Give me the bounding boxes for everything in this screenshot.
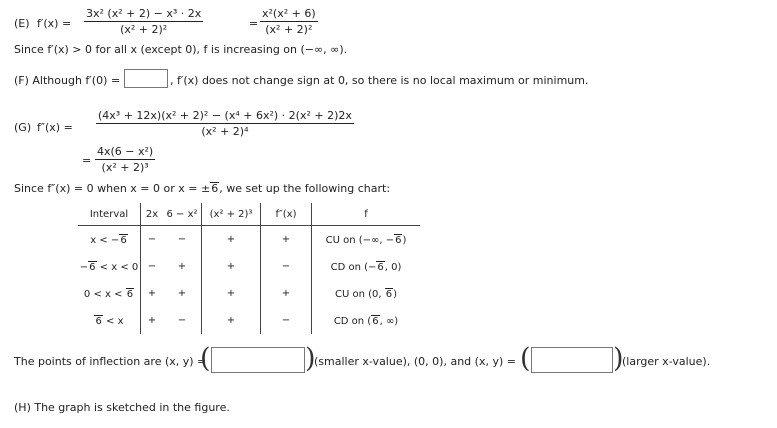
part-g-denominator-1: (x² + 2)⁴ [201,125,249,138]
part-g-numerator-2: 4x(6 − x²) [97,145,154,158]
part-g-lhs: f″(x) = [37,121,73,134]
row-sign-f-double-prime: + [261,280,312,307]
inflection-text-end: (larger x-value). [622,355,711,368]
row-sign-f-double-prime: + [261,226,312,254]
row-sign-x2-plus-2-cubed: + [202,253,261,280]
part-g-numerator-1: (4x³ + 12x)(x² + 2)² − (x⁴ + 6x²) · 2(x² + 2)2x [98,109,352,122]
row-sign-2x: − [141,253,164,280]
part-e-lhs: f′(x) = [37,17,72,30]
sign-chart-table [78,203,420,334]
row-interval: 0 < x < 6 [83,288,134,300]
part-g-fraction-2 [95,145,155,174]
sign-chart-row [78,280,420,307]
part-e-numerator-1: 3x² (x² + 2) − x³ · 2x [86,7,202,20]
part-e-denominator-1: (x² + 2)² [120,23,168,36]
part-g-fraction-1 [96,109,354,138]
header-f: f [312,203,421,226]
inflection-text-before: The points of inflection are (x, y) = [14,355,207,368]
sign-chart-row [78,307,420,334]
row-sign-2x: + [141,280,164,307]
row-sign-6-minus-x2: − [177,315,187,326]
part-e-fraction-1 [84,7,203,36]
part-e-denominator-2: (x² + 2)² [265,23,313,36]
row-sign-f-double-prime: − [261,253,312,280]
row-interval: −6 < x < 0 [79,261,139,273]
part-e-numerator-2: x²(x² + 6) [262,7,316,20]
right-paren-2: ) [613,343,624,374]
header-interval: Interval [78,203,141,226]
sign-chart-row [78,226,420,254]
row-sign-2x: + [141,307,164,334]
row-concavity: CU on (−∞, −6) [312,226,421,254]
f-prime-zero-answer-input[interactable] [124,69,168,88]
row-concavity: CU on (0, 6) [312,280,421,307]
row-interval: 6 < x [95,315,124,327]
part-f-text-after: , f′(x) does not change sign at 0, so there is no local maximum or minimum. [170,74,589,87]
left-paren-2: ( [520,343,531,374]
row-sign-x2-plus-2-cubed: + [202,307,261,334]
row-sign-x2-plus-2-cubed: + [202,226,261,254]
part-e-conclusion: Since f′(x) > 0 for all x (except 0), f is increasing on (−∞, ∞). [14,43,348,56]
header-6-minus-x2: 6 − x² [163,203,202,226]
left-paren-1: ( [200,343,211,374]
inflection-point-2-input[interactable] [531,347,613,373]
row-sign-f-double-prime: − [261,307,312,334]
sign-chart-row [78,253,420,280]
part-h-text: (H) The graph is sketched in the figure. [14,401,230,414]
inflection-text-middle: (smaller x-value), (0, 0), and (x, y) = [314,355,516,368]
sqrt-six: 6 [211,182,219,195]
row-interval: x < −6 [90,234,127,246]
row-sign-6-minus-x2: + [177,288,187,299]
header-x2-plus-2-cubed: (x² + 2)³ [202,203,261,226]
row-sign-6-minus-x2: + [177,261,187,272]
part-g-denominator-2: (x² + 2)³ [101,161,149,174]
sign-chart-header-row [78,203,420,226]
part-f-text-before: (F) Although f′(0) = [14,74,121,87]
inflection-point-1-input[interactable] [211,347,305,373]
row-sign-2x: − [141,226,164,254]
part-e-equals: = [249,17,259,30]
part-e-fraction-2 [260,7,318,36]
row-sign-6-minus-x2: − [177,234,187,245]
row-sign-x2-plus-2-cubed: + [202,280,261,307]
right-paren-1: ) [305,343,316,374]
part-e-label: (E) [14,17,30,30]
part-g-chart-intro: Since f″(x) = 0 when x = 0 or x = ±6, we set up the following chart: [14,182,391,195]
part-g-equals: = [82,154,92,167]
header-f-double-prime: f″(x) [261,203,312,226]
header-2x: 2x [141,203,164,226]
row-concavity: CD on (6, ∞) [312,307,421,334]
part-g-label: (G) [14,121,32,134]
row-concavity: CD on (−6, 0) [312,253,421,280]
